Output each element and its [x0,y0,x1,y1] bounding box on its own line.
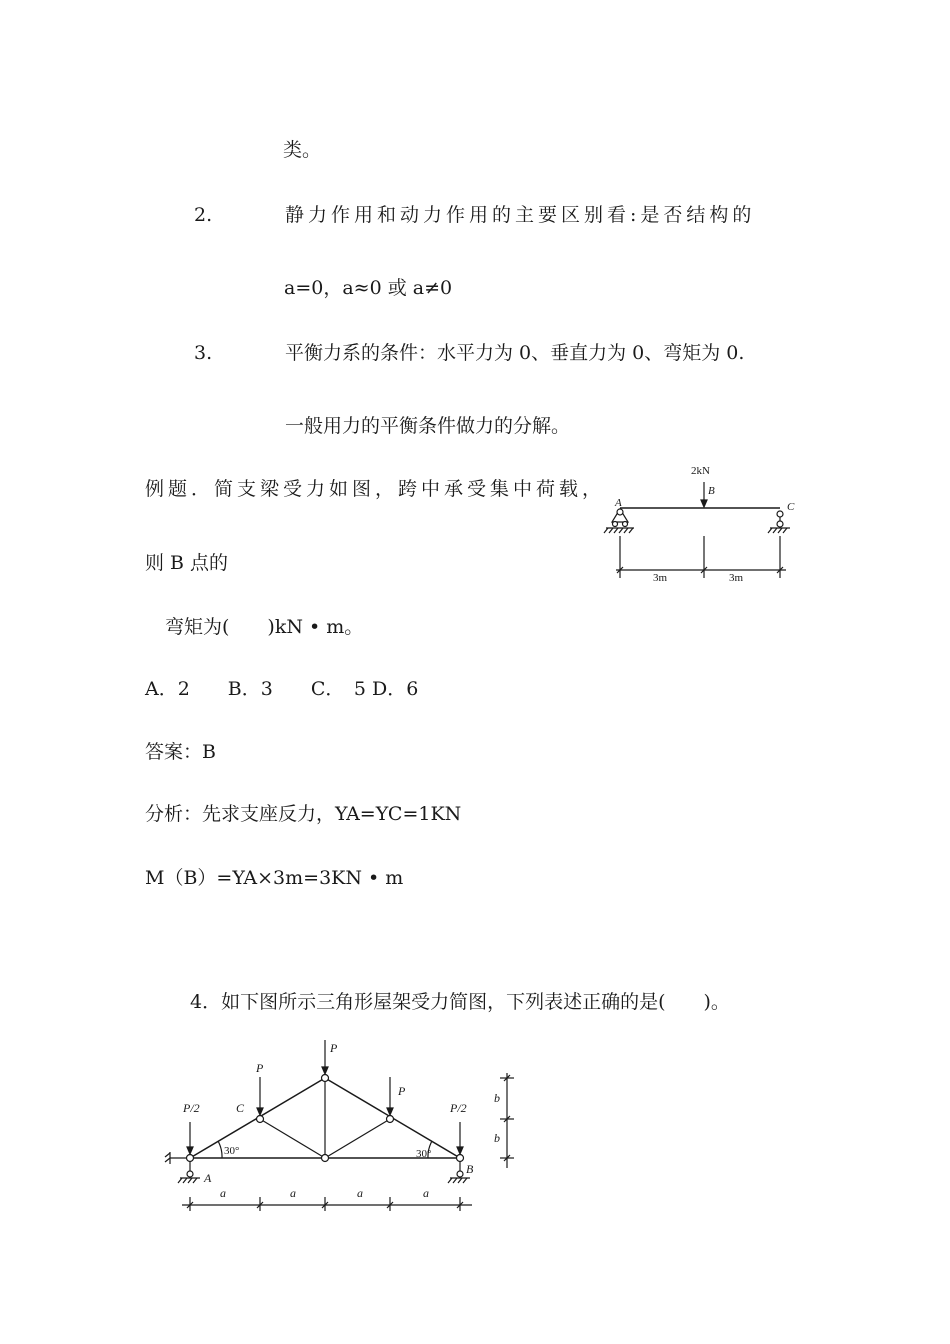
simply-supported-beam-diagram [600,460,810,585]
truss-point-b-label: B [466,1162,474,1176]
truss-point-a-label: A [204,1171,212,1185]
item-2-condition: a=0，a≈0 或 a≠0 [284,277,453,299]
truss-dim-b2-label: b [494,1131,500,1145]
continuation-text: 类。 [283,139,322,161]
beam-span-right-label: 3m [729,572,744,584]
truss-load-top-label: P [330,1041,338,1055]
truss-dim-a1-label: a [220,1186,226,1200]
truss-load-left-label: P [256,1061,264,1075]
question-4: 4．如下图所示三角形屋架受力简图，下列表述正确的是( )。 [190,991,730,1013]
truss-load-right-label: P [398,1084,406,1098]
answer-line: 答案：B [145,741,216,763]
answer-options: A．2 B．3 C． 5 D．6 [145,678,419,700]
example-question: 例题．简支梁受力如图，跨中承受集中荷载， [145,478,606,500]
truss-dim-a2-label: a [290,1186,296,1200]
item-3-note: 一般用力的平衡条件做力的分解。 [285,415,571,437]
item-number-3: 3. [194,342,213,364]
beam-point-c-label: C [787,501,795,513]
item-2-text: 静力作用和动力作用的主要区别看:是否结构的 [285,204,756,226]
beam-point-b-label: B [708,485,715,497]
truss-dim-b1-label: b [494,1091,500,1105]
truss-point-c-label: C [236,1101,245,1115]
truss-angle-right-label: 30° [416,1148,432,1160]
moment-line: M（B）=YA×3m=3KN • m [145,867,404,889]
truss-angle-left-label: 30° [224,1145,240,1157]
beam-span-left-label: 3m [653,572,668,584]
truss-load-end-right-label: P/2 [450,1101,467,1115]
beam-load-label: 2kN [691,465,710,477]
triangular-roof-truss-diagram [150,1035,530,1220]
example-question-blank: 弯矩为( )kN • m。 [165,616,364,638]
truss-dim-a3-label: a [357,1186,363,1200]
truss-dim-a4-label: a [423,1186,429,1200]
analysis-line: 分析：先求支座反力，YA=YC=1KN [145,803,462,825]
truss-load-end-left-label: P/2 [183,1101,200,1115]
beam-point-a-label: A [615,497,622,509]
item-number-2: 2. [194,204,213,226]
example-question-cont: 则 B 点的 [145,552,229,574]
item-3-text: 平衡力系的条件：水平力为 0、垂直力为 0、弯矩为 0. [285,342,745,364]
